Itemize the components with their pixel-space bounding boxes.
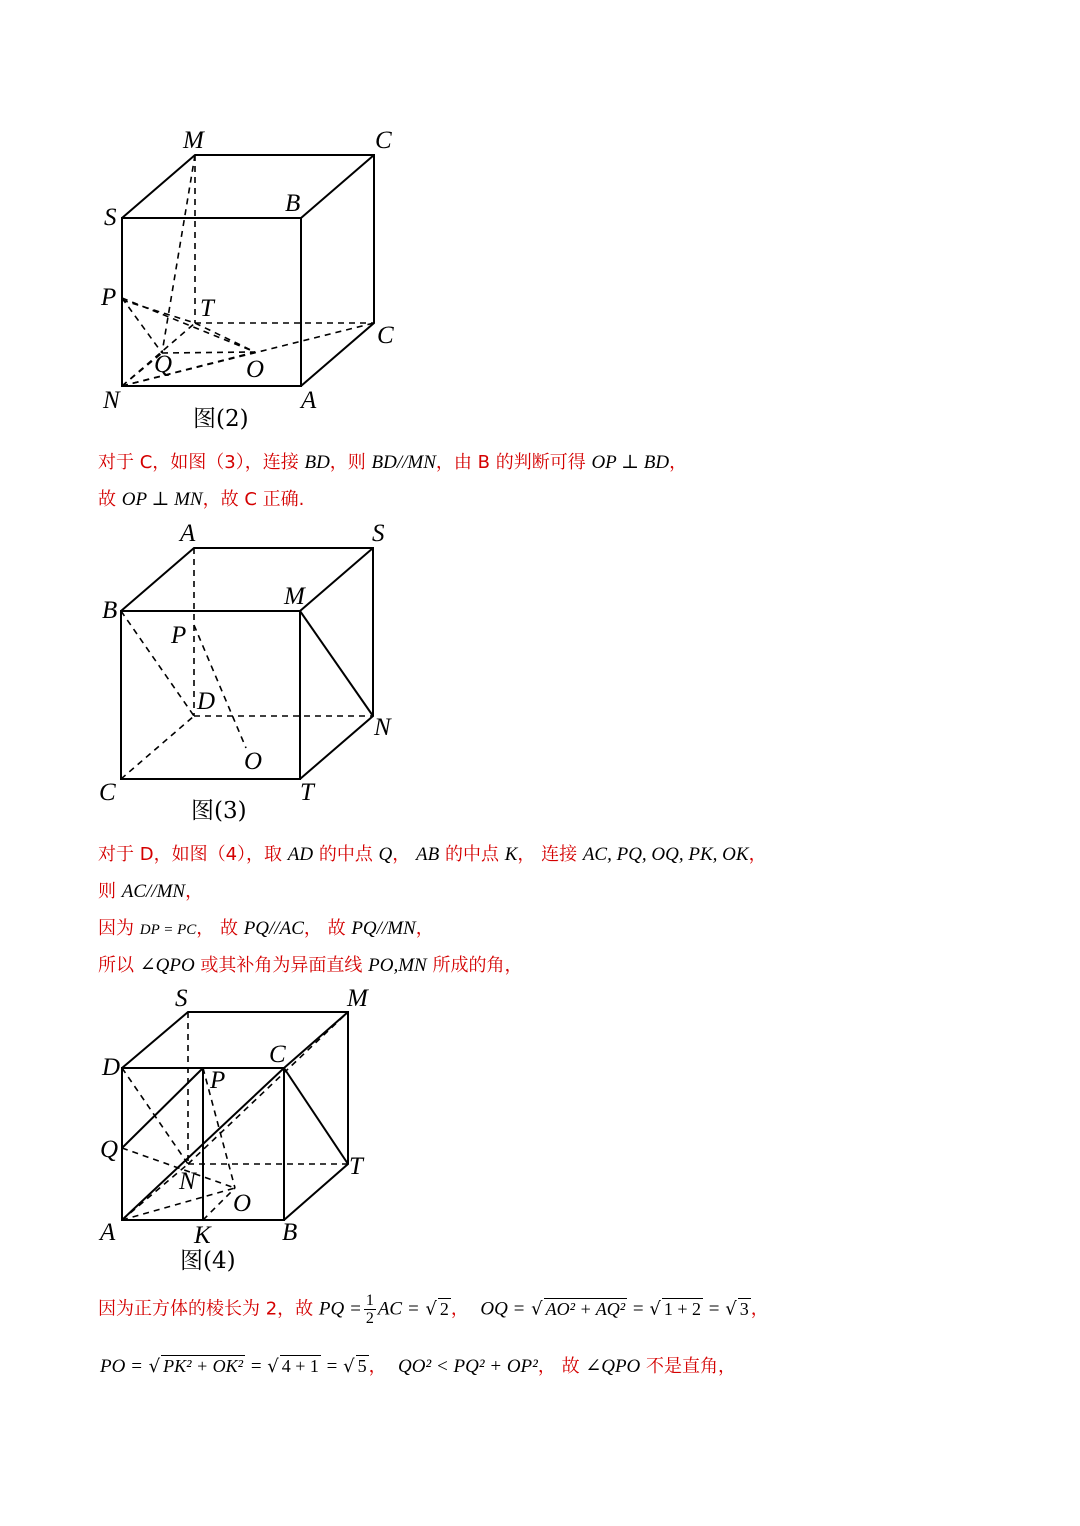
label-M: M	[284, 583, 305, 610]
label-D: D	[102, 1054, 121, 1081]
label-T: T	[200, 295, 214, 322]
label-C: C	[99, 779, 116, 806]
label-P: P	[101, 284, 117, 311]
label-T: T	[349, 1153, 363, 1180]
label-D: D	[197, 688, 216, 715]
option-d-line-4: 所以 ∠QPO 或其补角为异面直线 PO,MN 所成的角，	[98, 955, 523, 976]
label-N: N	[374, 714, 391, 741]
option-d-line-2: 则 AC//MN，	[98, 881, 204, 902]
figure-3-caption: 图(3)	[191, 798, 247, 824]
label-N: N	[103, 387, 120, 414]
label-S: S	[104, 204, 117, 231]
label-M: M	[347, 985, 368, 1012]
option-d-line-1: 对于 D，如图（4），取 AD 的中点 Q， AB 的中点 K， 连接 AC, PQ, OQ, PK, OK，	[98, 844, 767, 865]
label-S: S	[175, 985, 188, 1012]
calculation-line-2: PO = √ PK² + OK² = √ 4 + 1 = √ 5 ， QO² < PQ² + OP²， 故 ∠QPO 不是直角，	[100, 1356, 737, 1377]
option-c-line-1: 对于 C，如图（3），连接 BD，则 BD//MN，由 B 的判断可得 OP ⊥ BD，	[98, 452, 688, 473]
label-K: K	[194, 1222, 211, 1249]
label-O: O	[246, 356, 265, 383]
label-Q: Q	[100, 1136, 119, 1163]
option-d-line-3: 因为 DP = PC， 故 PQ//AC， 故 PQ//MN，	[98, 918, 434, 939]
label-M: M	[183, 127, 204, 154]
label-C-top: C	[375, 127, 392, 154]
figure-2-caption: 图(2)	[193, 406, 249, 432]
label-A: A	[301, 387, 317, 414]
label-B: B	[282, 1219, 298, 1246]
label-P: P	[171, 622, 187, 649]
calculation-line-1: 因为正方体的棱长为 2，故 PQ = $\frac{1}{2}$ AC = √ 2 ， OQ = √ AO² + AQ² = √ 1 + 2 = √ 3 ，	[98, 1292, 769, 1327]
label-C: C	[269, 1041, 286, 1068]
label-C-right: C	[377, 322, 394, 349]
label-B: B	[285, 190, 301, 217]
one-half-fraction: $\frac{1}{2}$	[365, 1292, 374, 1327]
label-A: A	[180, 520, 196, 547]
label-B: B	[102, 597, 118, 624]
figure-4-caption: 图(4)	[180, 1248, 236, 1274]
label-O: O	[233, 1190, 252, 1217]
label-Q: Q	[154, 351, 173, 378]
label-S: S	[372, 520, 385, 547]
label-P: P	[210, 1067, 226, 1094]
option-c-line-2: 故 OP ⊥ MN，故 C 正确.	[98, 489, 305, 510]
label-A: A	[100, 1219, 116, 1246]
label-O: O	[244, 748, 263, 775]
label-T: T	[300, 779, 314, 806]
label-N: N	[179, 1168, 196, 1195]
